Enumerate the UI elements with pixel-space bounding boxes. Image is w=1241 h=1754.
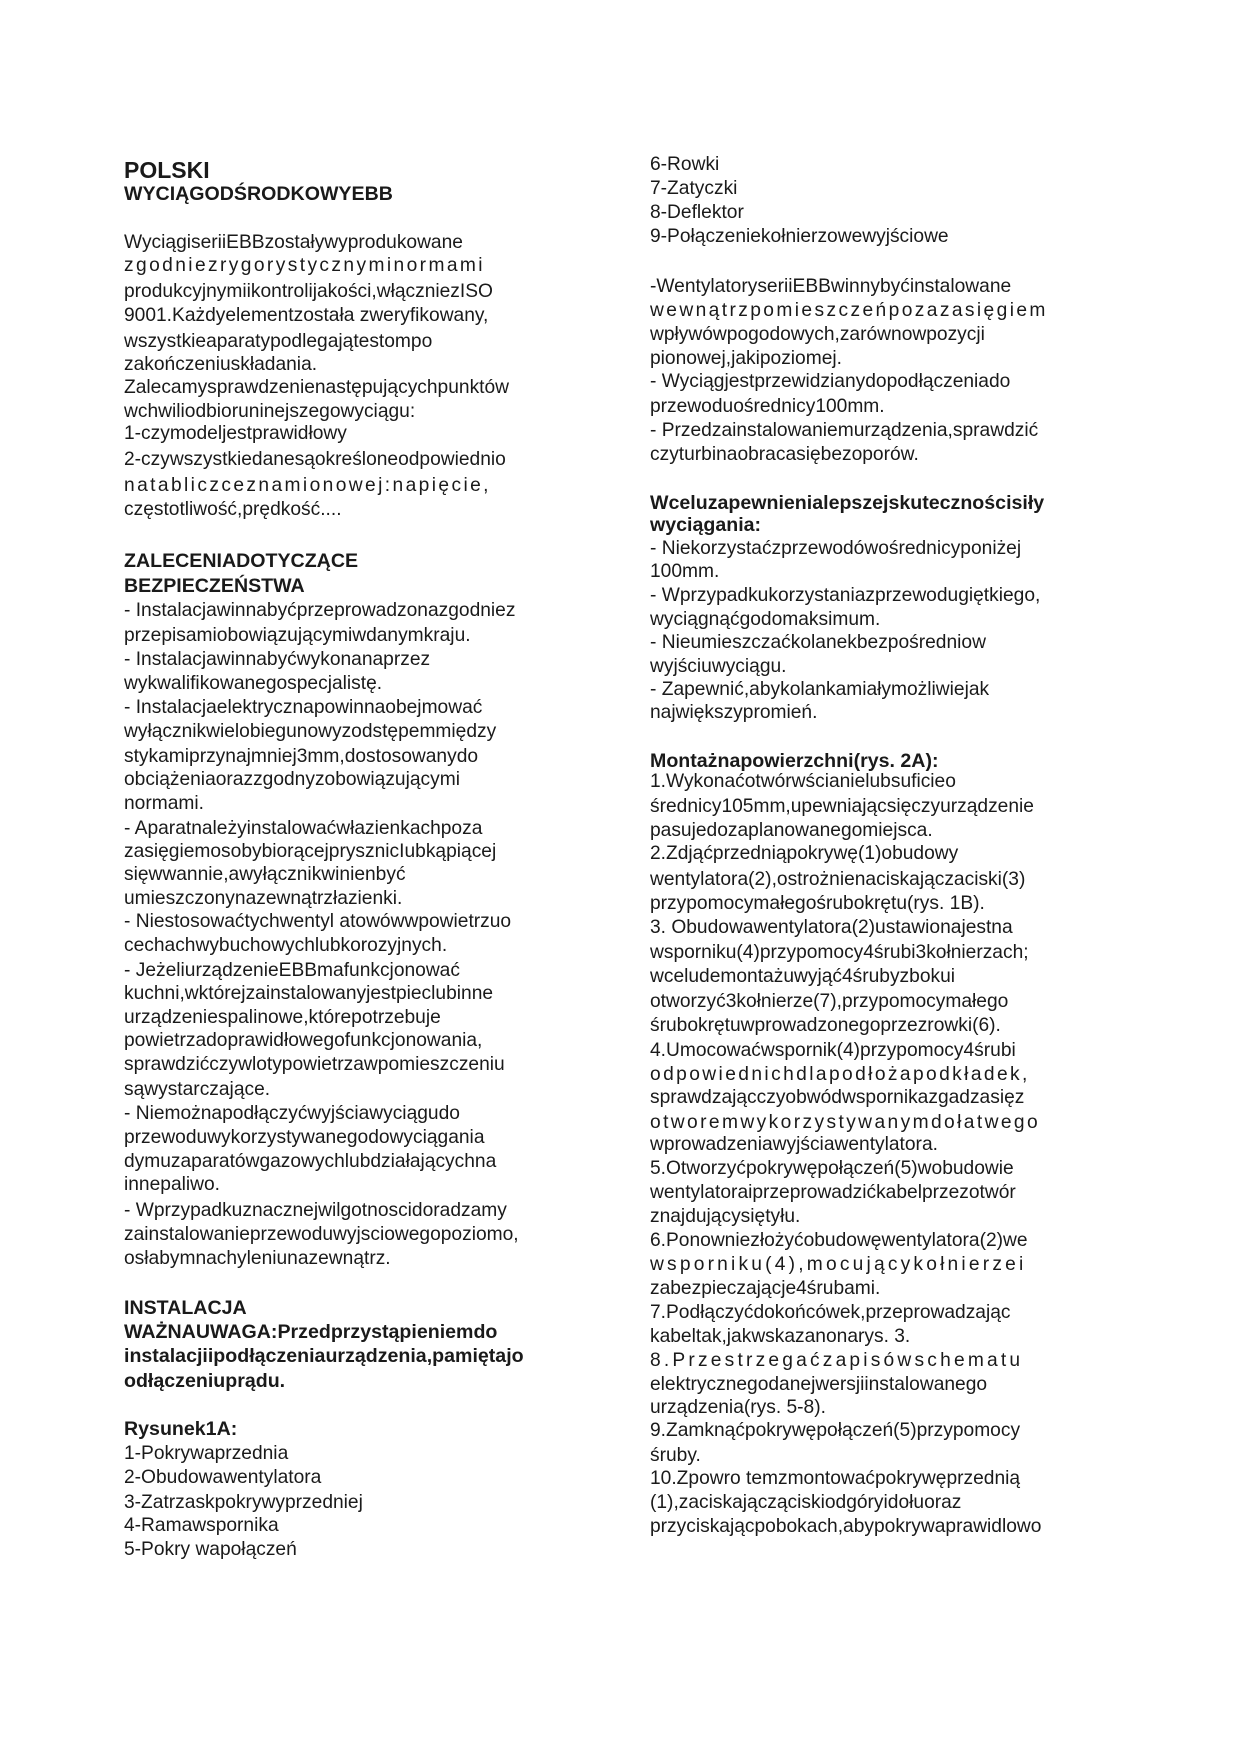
text-line-najwiekszypromien: największypromień. [650,702,818,723]
section-heading-polski: POLSKI [124,157,210,183]
text-line-produkcyjnymiikontrolijakosc: produkcyjnymiikontrolijakości,włączniezISO [124,281,493,302]
text-line-sawystarczajace: sąwystarczające. [124,1079,271,1100]
section-heading-bezpieczenstwa: BEZPIECZEŃSTWA [124,575,305,597]
text-line-zabezpieczajacje4srubami: zabezpieczającje4śrubami. [650,1278,881,1299]
text-line-9-polaczeniekolnierzowewyjsc: 9-Połączeniekołnierzowewyjściowe [650,226,949,247]
text-line-4-umocowacwspornik-4-przypom: 4.Umocowaćwspornik(4)przypomocy4śrubi [650,1040,1016,1061]
text-line-czyturbinaobracasiebezoporow: czyturbinaobracasiębezoporów. [650,444,919,465]
text-line-1-zaciskajaczaciskiodgoryido: (1),zaciskającząciskiodgóryidołuoraz [650,1492,962,1513]
text-line-sruby: śruby. [650,1445,701,1466]
text-line-wsporniku-4-przypomocy4srubi: wsporniku(4)przypomocy4śrubi3kołnierzach; [650,942,1029,963]
text-line-wplywowpogodowych-zarownowpo: wpływówpogodowych,zarównowpozycji [650,324,985,345]
text-line-6-ponowniezlozycobudowewenty: 6.Ponowniezłożyćobudowęwentylatora(2)we [650,1230,1028,1251]
section-heading-zaleceniadotyczace: ZALECENIADOTYCZĄCE [124,550,359,572]
text-line-znajdujacysietylu: znajdującysiętyłu. [650,1206,801,1227]
section-heading-waznauwaga-przedprzystapieni: WAŻNAUWAGA:Przedprzystąpieniemdo [124,1321,498,1343]
text-line-wentylatoryseriiebbwinnybyci: -WentylatoryseriiEBBwinnybyćinstalowane [650,276,1012,297]
text-line-9-zamknacpokrywepolaczen-5-p: 9.Zamknąćpokrywępołączeń(5)przypomocy [650,1420,1021,1441]
text-line-przypomocymalegosrubokretu-r: przypomocymałegośrubokrętu(rys. 1B). [650,893,985,914]
text-line-2-obudowawentylatora: 2-Obudowawentylatora [124,1467,322,1488]
text-line-6-rowki: 6-Rowki [650,154,720,175]
text-line-4-ramawspornika: 4-Ramawspornika [124,1515,279,1536]
text-line-instalacjaelektrycznapowinna: - Instalacjaelektrycznapowinnaobejmować [124,697,483,718]
text-line-wszystkieaparatypodlegajates: wszystkieaparatypodlegajątestompo [124,331,433,352]
text-line-niestosowactychwentyl-atowow: - Niestosowaćtychwentyl atowówwpowietrzuo [124,911,512,932]
section-heading-wyciagania: wyciągania: [650,514,762,536]
text-line-powietrzadoprawidlowegofunkc: powietrzadoprawidłowegofunkcjonowania, [124,1030,483,1051]
text-line-zalecamysprawdzenienastepuja: Zalecamysprawdzenienastępującychpunktów [124,377,510,398]
text-line-umieszczonynazewnatrzlazienk: umieszczonynazewnątrzłazienki. [124,888,403,909]
text-line-9001-kazdyelementzostala-zwe: 9001.Każdyelementzostała zweryfikowany, [124,305,489,326]
text-line-wprzypadkukorzystaniazprzewo: - Wprzypadkukorzystaniazprzewodugiętkiego, [650,585,1041,606]
section-heading-instalacja: INSTALACJA [124,1297,247,1319]
text-line-jezeliurzadzenieebbmafunkcjo: - JeżeliurządzenieEBBmafunkcjonować [124,960,460,981]
text-line-sprawdzajacczyobwodwspornika: sprawdzającczyobwódwspornikazgadzasięz [650,1087,1025,1108]
text-line-wyciagjestprzewidzianydopodl: - Wyciągjestprzewidzianydopodłączeniado [650,371,1011,392]
text-line-kabeltak-jakwskazanonarys-3: kabeltak,jakwskazanonarys. 3. [650,1326,911,1347]
text-line-pasujedozaplanowanegomiejsca: pasujedozaplanowanegomiejsca. [650,820,933,841]
text-line-zakonczeniuskladania: zakończeniuskładania. [124,354,318,375]
text-line-wchwiliodbioruninejszegowyci: wchwiliodbioruninejszegowyciągu: [124,401,416,422]
text-line-czestotliwosc-predkosc: częstotliwość,prędkość.... [124,499,342,520]
text-line-3-obudowawentylatora-2-ustaw: 3. Obudowawentylatora(2)ustawionajestna [650,917,1013,938]
text-line-nieumieszczackolanekbezposre: - Nieumieszczaćkolanekbezpośredniow [650,632,986,653]
text-line-10-zpowro-temzmontowacpokryw: 10.Zpowro temzmontowaćpokrywęprzednią [650,1468,1021,1489]
text-line-oslabymnachyleniunazewnatrz: osłabymnachyleniunazewnątrz. [124,1248,391,1269]
text-line-8-przestrzegaczapisowschemat: 8.Przestrzegaćzapisówschematu [650,1350,1024,1371]
text-line-stykamiprzynajmniej3mm-dosto: stykamiprzynajmniej3mm,dostosowanydo [124,746,479,767]
text-line-zainstalowanieprzewoduwyjsci: zainstalowanieprzewoduwyjsciowegopoziomo, [124,1224,519,1245]
section-heading-wceluzapewnienialepszejskute: Wceluzapewnienialepszejskutecznościsiły [650,492,1045,514]
text-line-kuchni-wktorejzainstalowanyj: kuchni,wktórejzainstalowanyjestpieclubinne [124,983,494,1004]
text-line-przedzainstalowaniemurzadzen: - Przedzainstalowaniemurządzenia,sprawdzić [650,420,1039,441]
text-line-7-podlaczycdokoncowek-przepr: 7.Podłączyćdokońcówek,przeprowadzając [650,1302,1011,1323]
section-heading-montaznapowierzchni-rys-2a: Montażnapowierzchni(rys. 2A): [650,750,939,772]
text-line-5-otworzycpokrywepolaczen-5-: 5.Otworzyćpokrywępołączeń(5)wobudowie [650,1158,1014,1179]
text-line-cechachwybuchowychlubkorozyj: cechachwybuchowychlubkorozyjnych. [124,935,448,956]
text-line-elektrycznegodanejwersjiinst: elektrycznegodanejwersjiinstalowanego [650,1374,988,1395]
text-line-instalacjawinnabycprzeprowad: - Instalacjawinnabyćprzeprowadzonazgodniez [124,600,516,621]
section-heading-rysunek1a: Rysunek1A: [124,1418,238,1440]
text-line-srednicy105mm-upewniajacsiec: średnicy105mm,upewniającsięczyurządzenie [650,796,1034,817]
text-line-zgodniezrygorystycznyminorma: zgodniezrygorystycznyminormami [124,255,485,276]
text-line-100mm: 100mm. [650,561,720,582]
text-line-wprzypadkuznacznejwilgotnosc: - Wprzypadkuznacznejwilgotnoscidoradzamy [124,1200,507,1221]
text-line-5-pokry-wapolaczen: 5-Pokry wapołączeń [124,1539,297,1560]
text-line-3-zatrzaskpokrywyprzedniej: 3-Zatrzaskpokrywyprzedniej [124,1492,363,1513]
text-line-8-deflektor: 8-Deflektor [650,202,744,223]
text-line-1-czymodeljestprawidlowy: 1-czymodeljestprawidłowy [124,423,347,444]
text-line-natabliczceznamionowej-napie: natabliczceznamionowej:napięcie, [124,475,491,496]
text-line-niekorzystaczprzewodowosredn: - Niekorzystaćzprzewodówośrednicyponiżej [650,538,1022,559]
text-line-2-zdjacprzedniapokrywe-1-obu: 2.Zdjąćprzedniąpokrywę(1)obudowy [650,843,959,864]
text-line-zapewnic-abykolankamialymozl: - Zapewnić,abykolankamiałymożliwiejak [650,679,990,700]
text-line-wylacznikwielobiegunowyzodst: wyłącznikwielobiegunowyzodstępemmiędzy [124,721,497,742]
section-heading-wyciagodsrodkowyebb: WYCIĄGODŚRODKOWYEBB [124,183,393,205]
text-line-przepisamiobowiazujacymiwdan: przepisamiobowiązującymiwdanymkraju. [124,625,471,646]
text-line-dymuzaparatowgazowychlubdzia: dymuzaparatówgazowychlubdziałającychna [124,1151,497,1172]
text-line-pionowej-jakipoziomej: pionowej,jakipoziomej. [650,348,842,369]
text-line-otworemwykorzystywanymdolatw: otworemwykorzystywanymdołatwego [650,1112,1041,1133]
text-line-urzadzeniespalinowe-ktorepot: urządzeniespalinowe,którepotrzebuje [124,1007,441,1028]
text-line-normami: normami. [124,793,204,814]
text-line-niemoznapodlaczycwyjsciawyci: - Niemożnapodłączyćwyjściawyciągudo [124,1103,460,1124]
text-line-wykwalifikowanegospecjaliste: wykwalifikowanegospecjalistę. [124,673,383,694]
text-line-wewnatrzpomieszczenpozazasie: wewnątrzpomieszczeńpozazasięgiem [650,300,1048,321]
text-line-siewwannie-awylacznikwinienb: sięwwannie,awyłącznikwinienbyć [124,864,406,885]
text-line-wyciagiseriiebbzostalywyprod: WyciągiseriiEBBzostaływyprodukowane [124,232,463,253]
text-line-7-zatyczki: 7-Zatyczki [650,178,738,199]
text-line-przewoduosrednicy100mm: przewoduośrednicy100mm. [650,396,885,417]
text-line-aparatnalezyinstalowacwlazie: - Aparatnależyinstalowaćwłazienkachpoza [124,818,483,839]
text-line-odpowiednichdlapodlozapodkla: odpowiednichdlapodłożapodkładek, [650,1064,1030,1085]
text-line-instalacjawinnabycwykonanapr: - Instalacjawinnabyćwykonanaprzez [124,649,431,670]
text-line-wyciagnacgodomaksimum: wyciągnąćgodomaksimum. [650,609,881,630]
section-heading-odlaczeniupradu: odłączeniuprądu. [124,1370,286,1392]
text-line-wsporniku-4-mocujacykolnierz: wsporniku(4),mocującykołnierzei [650,1254,1027,1275]
text-line-1-wykonacotworwscianielubsuf: 1.Wykonaćotwórwścianielubsuficieo [650,771,956,792]
text-line-2-czywszystkiedanesaokreslon: 2-czywszystkiedanesąokreśloneodpowiednio [124,449,506,470]
text-line-przyciskajacpobokach-abypokr: przyciskającpobokach,abypokrywaprawidlowo [650,1516,1042,1537]
section-heading-instalacjiipodlaczeniaurzadz: instalacjiipodłączeniaurządzenia,pamiętajo [124,1345,524,1367]
text-line-zasiegiemosobybioracejpryszn: zasięgiemosobybiorącejprysznicIubkąpiącej [124,841,497,862]
text-line-otworzyc3kolnierze-7-przypom: otworzyć3kołnierze(7),przypomocymałego [650,991,1009,1012]
text-line-wentylatoraiprzeprowadzickab: wentylatoraiprzeprowadzićkabelprzezotwór [650,1182,1016,1203]
text-line-urzadzenia-rys-5-8: urządzenia(rys. 5-8). [650,1397,826,1418]
text-line-wentylatora-2-ostroznienacis: wentylatora(2),ostrożnienaciskajączaciski(3) [650,869,1026,890]
text-line-wprowadzeniawyjsciawentylato: wprowadzeniawyjściawentylatora. [650,1134,938,1155]
text-line-1-pokrywaprzednia: 1-Pokrywaprzednia [124,1443,289,1464]
text-line-przewoduwykorzystywanegodowy: przewoduwykorzystywanegodowyciągania [124,1127,485,1148]
text-line-obciazeniaorazzgodnyzobowiaz: obciążeniaorazzgodnyzobowiązującymi [124,769,460,790]
text-line-wceludemontazuwyjac4srubyzbo: wceludemontażuwyjąć4śrubyzbokui [650,966,956,987]
text-line-srubokretuwprowadzonegoprzez: śrubokrętuwprowadzonegoprzezrowki(6). [650,1015,1001,1036]
text-line-wyjsciuwyciagu: wyjściuwyciągu. [650,656,787,677]
text-line-innepaliwo: innepaliwo. [124,1174,221,1195]
text-line-sprawdzicczywlotypowietrzawp: sprawdzićczywlotypowietrzawpomieszczeniu [124,1054,505,1075]
